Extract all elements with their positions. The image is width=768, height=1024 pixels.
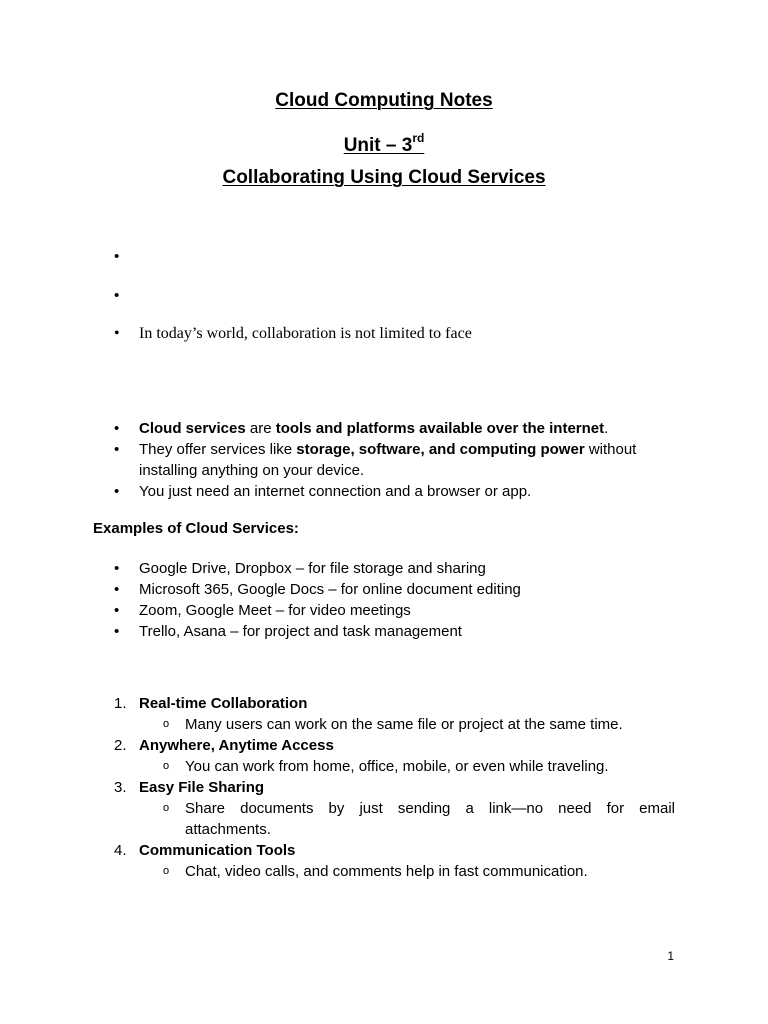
unit-heading-text	[343, 131, 425, 157]
item-heading: Communication Tools	[139, 842, 296, 859]
page-number: 1	[667, 949, 674, 963]
text: without installing anything on your device.	[139, 441, 637, 479]
list-item	[114, 439, 682, 481]
sub-item	[139, 714, 675, 735]
item-number: 1.	[114, 695, 127, 712]
sub-item-text: Chat, video calls, and comments help in fast communication.	[185, 863, 588, 880]
text: They offer services like	[139, 441, 297, 458]
circle-bullet-icon: o	[163, 802, 170, 814]
circle-bullet-icon: o	[163, 718, 170, 730]
document-title	[0, 89, 768, 113]
numbered-item	[114, 693, 675, 735]
list-item: • Zoom, Google Meet – for video meetings	[114, 600, 682, 621]
benefits-list	[114, 693, 675, 882]
sub-item-text: Many users can work on the same file or project at the same time.	[185, 716, 623, 733]
bold-text: storage, software, and computing power	[296, 441, 585, 458]
item-number: 2.	[114, 737, 127, 754]
unit-prefix: Unit – 3	[343, 135, 413, 157]
text: are	[245, 420, 276, 437]
circle-bullet-icon: o	[163, 865, 170, 877]
sub-item	[139, 798, 675, 840]
list-item: • Google Drive, Dropbox – for file storage and sharing	[114, 558, 682, 579]
examples-list	[114, 558, 682, 642]
list-item: • Microsoft 365, Google Docs – for online document editing	[114, 579, 682, 600]
circle-bullet-icon: o	[163, 760, 170, 772]
list-item: • Trello, Asana – for project and task management	[114, 621, 682, 642]
sub-item-text: You can work from home, office, mobile, or even while traveling.	[185, 758, 609, 775]
intro-bullet-text: In today’s world, collaboration is not limited to face	[139, 325, 472, 342]
item-number: 3.	[114, 779, 127, 796]
unit-ordinal-suffix: rd	[412, 131, 425, 145]
sub-item-text: Share documents by just sending a link—no need for email attachments.	[185, 800, 675, 838]
section-title-text: Collaborating Using Cloud Services	[222, 167, 546, 188]
item-number: 4.	[114, 842, 127, 859]
examples-label: Examples of Cloud Services:	[93, 520, 299, 537]
sub-item	[139, 756, 675, 777]
numbered-item	[114, 840, 675, 882]
item-heading: Anywhere, Anytime Access	[139, 737, 334, 754]
sub-item	[139, 861, 675, 882]
list-item: • You just need an internet connection and a browser or app.	[114, 481, 682, 502]
numbered-item	[114, 735, 675, 777]
item-heading: Real-time Collaboration	[139, 695, 308, 712]
text: .	[604, 420, 609, 437]
bold-text: Cloud services	[139, 420, 246, 437]
unit-heading	[0, 128, 768, 158]
cloud-services-list	[114, 418, 682, 502]
numbered-item	[114, 777, 675, 840]
item-heading: Easy File Sharing	[139, 779, 265, 796]
section-title	[0, 166, 768, 190]
list-item	[114, 418, 682, 439]
document-title-text: Cloud Computing Notes	[275, 90, 493, 111]
bold-text: tools and platforms available over the internet	[275, 420, 605, 437]
